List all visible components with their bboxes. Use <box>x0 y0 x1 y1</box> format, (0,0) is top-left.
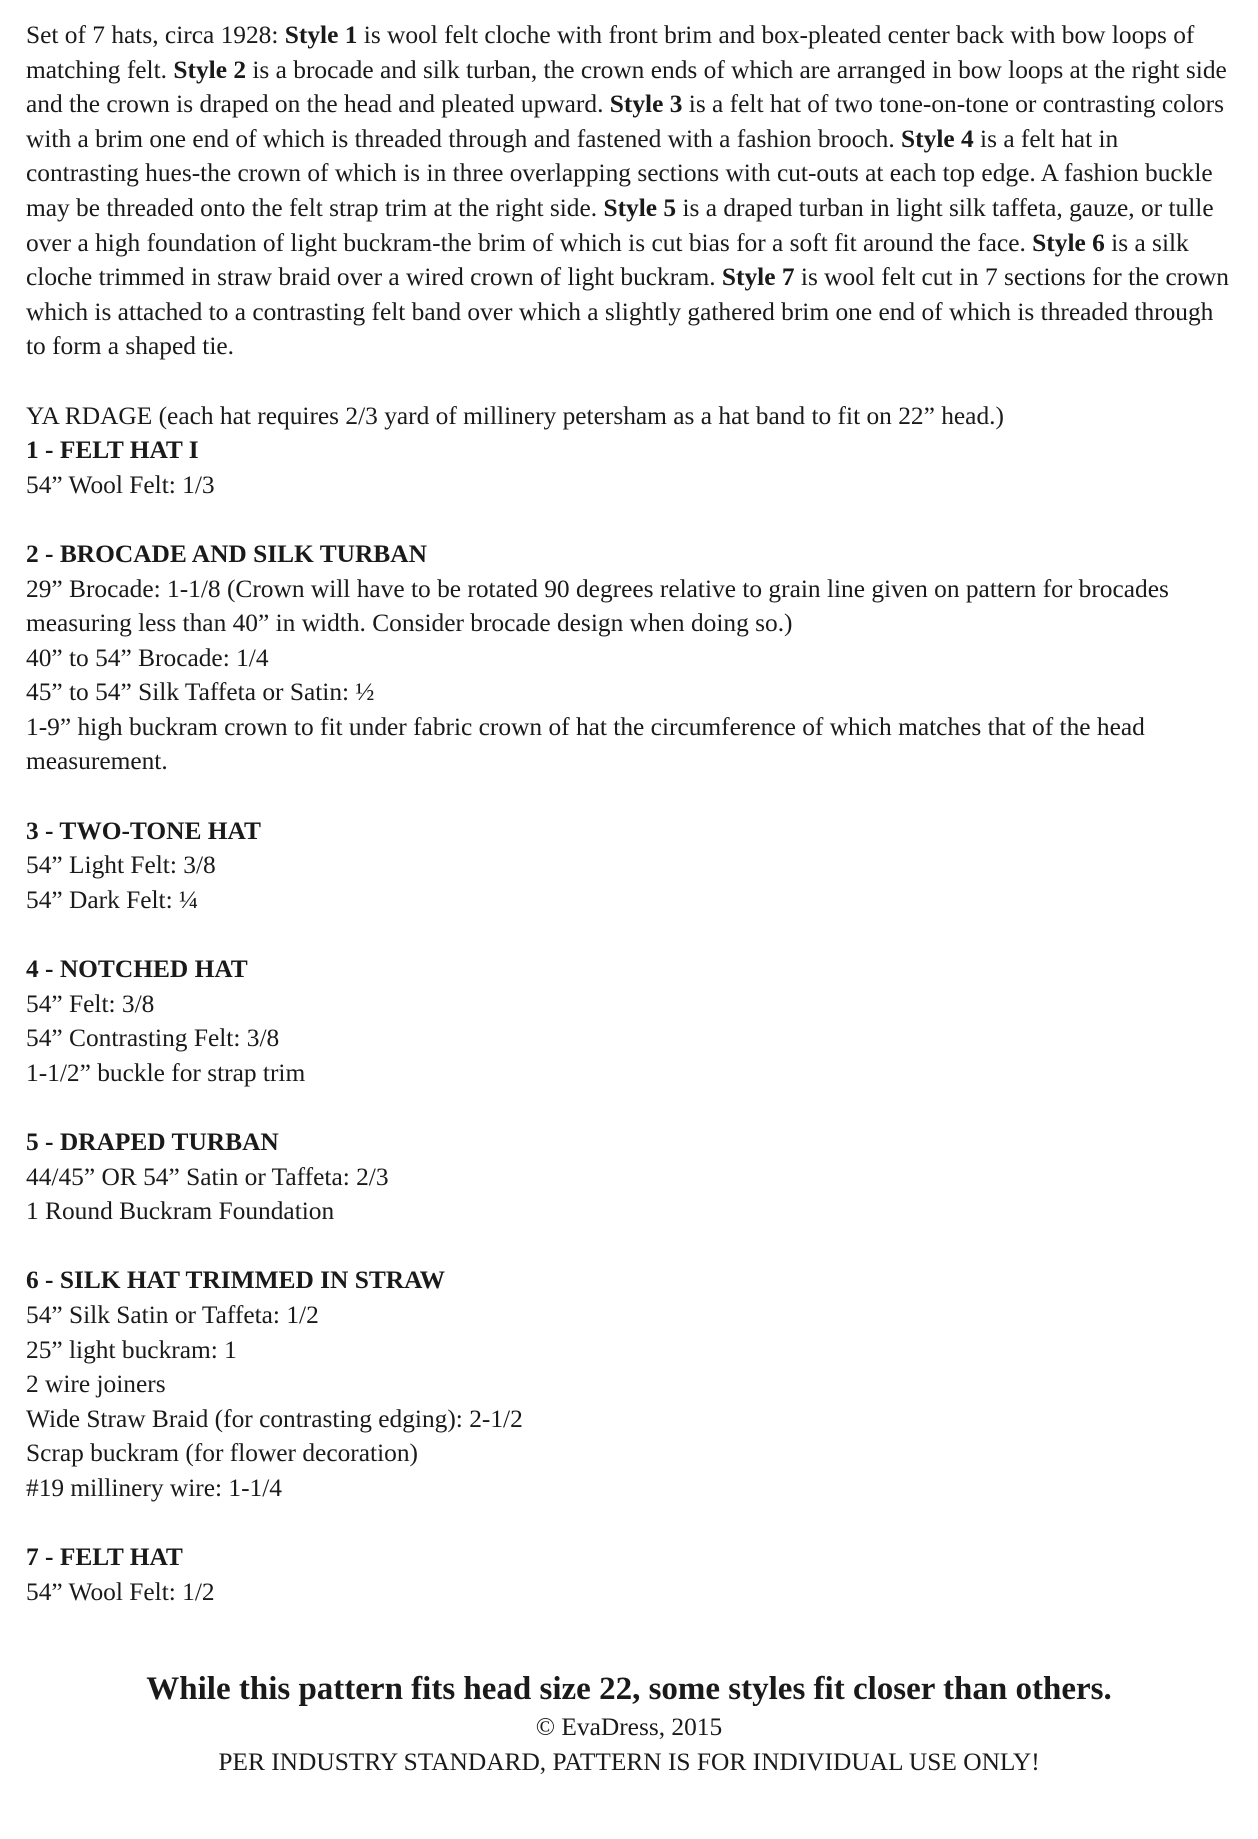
intro-style-label: Style 5 <box>603 193 677 222</box>
material-line: Scrap buckram (for flower decoration) <box>26 1439 418 1468</box>
section-title: 6 - SILK HAT TRIMMED IN STRAW <box>26 1266 446 1295</box>
yardage-section <box>26 433 1232 502</box>
section-title: 1 - FELT HAT I <box>26 436 199 465</box>
material-line: 54” Silk Satin or Taffeta: 1/2 <box>26 1300 319 1329</box>
section-title: 7 - FELT HAT <box>26 1543 183 1572</box>
material-line: Wide Straw Braid (for contrasting edging): 2-1/2 <box>26 1404 523 1433</box>
usage-notice: PER INDUSTRY STANDARD, PATTERN IS FOR INDIVIDUAL USE ONLY! <box>218 1747 1040 1776</box>
intro-span: is a felt hat in contrasting hues-the crown of which is in three overlapping sections with cut-outs at each top edge. A fashion buckle may be threaded onto the felt strap trim at the right side. <box>26 124 1213 222</box>
yardage-section <box>26 1540 1232 1609</box>
material-line: 25” light buckram: 1 <box>26 1335 237 1364</box>
intro-style-label: Style 3 <box>609 90 683 119</box>
document-page <box>26 18 1232 1644</box>
yardage-section <box>26 952 1232 1090</box>
material-line: 54” Dark Felt: ¼ <box>26 885 199 914</box>
yardage-section <box>26 1125 1232 1229</box>
intro-span: is a felt hat of two tone-on-tone or contrasting colors with a brim one end of which is threaded through and fastened with a fashion brooch. <box>26 90 1224 153</box>
intro-paragraph <box>26 18 1232 364</box>
intro-span: is a draped turban in light silk taffeta, gauze, or tulle over a high foundation of light buckram-the brim of which is cut bias for a soft fit around the face. <box>26 193 1214 257</box>
section-title: 4 - NOTCHED HAT <box>26 955 248 984</box>
intro-span: is wool felt cloche with front brim and box-pleated center back with bow loops of matching felt. <box>26 21 1195 84</box>
fit-note: While this pattern fits head size 22, some styles fit closer than others. <box>146 1671 1112 1707</box>
material-line: 54” Felt: 3/8 <box>26 989 155 1018</box>
yardage-section <box>26 537 1232 779</box>
material-line: #19 millinery wire: 1-1/4 <box>26 1473 282 1502</box>
intro-style-label: Style 4 <box>901 124 974 153</box>
yardage-sections <box>26 433 1232 1609</box>
intro-span: is a brocade and silk turban, the crown ends of which are arranged in bow loops at the right side and the crown is draped on the head and pleated upward. <box>26 55 1227 119</box>
yardage-section <box>26 814 1232 918</box>
material-line: 54” Wool Felt: 1/2 <box>26 1577 215 1606</box>
copyright-line: © EvaDress, 2015 <box>535 1713 723 1741</box>
material-line: 1-1/2” buckle for strap trim <box>26 1058 306 1087</box>
intro-style-label: Style 2 <box>173 55 247 84</box>
material-line: 45” to 54” Silk Taffeta or Satin: ½ <box>26 678 375 707</box>
section-title: 2 - BROCADE AND SILK TURBAN <box>26 539 427 568</box>
section-title: 3 - TWO-TONE HAT <box>26 816 261 845</box>
yardage-section <box>26 1263 1232 1505</box>
footer <box>0 1668 1258 1779</box>
intro-style-label: Style 1 <box>284 21 358 49</box>
material-line: 29” Brocade: 1-1/8 (Crown will have to be rotated 90 degrees relative to grain line given on pattern for brocades measuring less than 40” in width. Consider brocade design when doing so.) <box>26 574 1169 638</box>
material-line: 44/45” OR 54” Satin or Taffeta: 2/3 <box>26 1162 389 1191</box>
material-line: 54” Contrasting Felt: 3/8 <box>26 1024 280 1053</box>
material-line: 2 wire joiners <box>26 1370 166 1399</box>
intro-span: is a silk cloche trimmed in straw braid over a wired crown of light buckram. <box>26 228 1189 292</box>
material-line: 1-9” high buckram crown to fit under fabric crown of hat the circumference of which matches that of the head measurement. <box>26 712 1145 776</box>
material-line: 1 Round Buckram Foundation <box>26 1197 335 1226</box>
material-line: 54” Wool Felt: 1/3 <box>26 470 215 499</box>
intro-span: is wool felt cut in 7 sections for the crown which is attached to a contrasting felt band over which a slightly gathered brim one end of which is threaded through to form a shaped tie. <box>26 263 1229 361</box>
yardage-heading: YA RDAGE (each hat requires 2/3 yard of millinery petersham as a hat band to fit on 22” head.) <box>26 401 1004 430</box>
intro-span: Set of 7 hats, circa 1928: <box>26 21 285 49</box>
intro-style-label: Style 7 <box>721 263 795 292</box>
material-line: 54” Light Felt: 3/8 <box>26 851 216 880</box>
intro-style-label: Style 6 <box>1032 228 1105 257</box>
material-line: 40” to 54” Brocade: 1/4 <box>26 643 269 672</box>
section-title: 5 - DRAPED TURBAN <box>26 1128 279 1156</box>
